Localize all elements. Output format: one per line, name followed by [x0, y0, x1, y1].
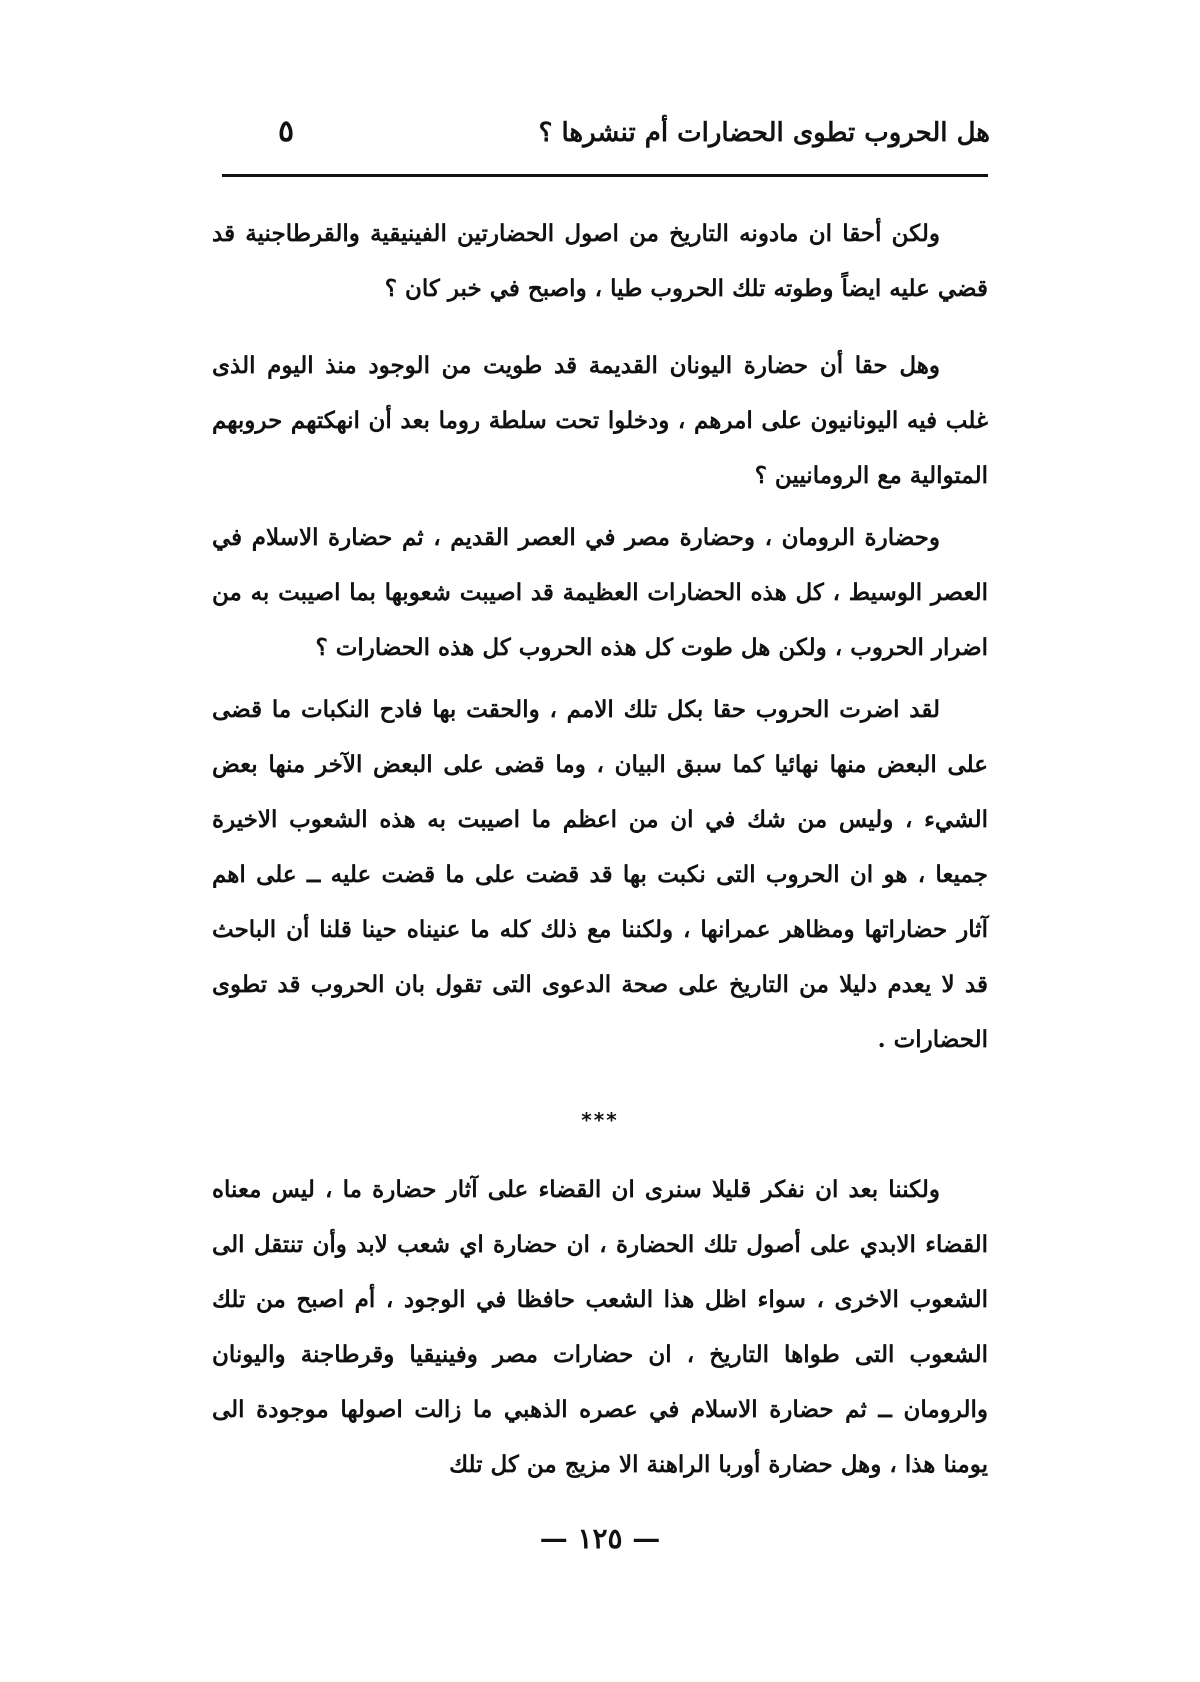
header-rule: [222, 174, 988, 177]
paragraph-5: ولكننا بعد ان نفكر قليلا سنرى ان القضاء على آثار حضارة ما ، ليس معناه القضاء الابدي على أصول تلك الحضارة ، ان حضارة اي شعب لابد وأن تنتقل الى الشعوب الاخرى ، سواء اظل هذا الشعب حافظا في الوجود ، أم اصبح من تلك الشعوب التى طواها التاريخ ، ان حضارات مصر وفينيقيا وقرطاجنة واليونان والرومان ــ ثم حضارة الاسلام في عصره الذهبي ما زالت اصولها موجودة الى يومنا هذا ، وهل حضارة أوربا الراهنة الا مزيج من كل تلك: [212, 1176, 988, 1478]
paragraph-2: وهل حقا أن حضارة اليونان القديمة قد طويت من الوجود منذ اليوم الذى غلب فيه اليونانيون على امرهم ، ودخلوا تحت سلطة روما بعد أن انهكتهم حروبهم المتوالية مع الرومانيين ؟: [212, 352, 988, 489]
running-title: هل الحروب تطوى الحضارات أم تنشرها ؟: [538, 118, 990, 148]
section-separator: ***: [581, 1108, 619, 1132]
paragraph-1: ولكن أحقا ان مادونه التاريخ من اصول الحضارتين الفينيقية والقرطاجنية قد قضي عليه ايضاً وطوته تلك الحروب طيا ، واصبح في خبر كان ؟: [212, 220, 988, 302]
folio-number: ٥: [278, 114, 295, 149]
page-number: — ١٢٥ —: [539, 1522, 661, 1555]
paragraph-3: وحضارة الرومان ، وحضارة مصر في العصر القديم ، ثم حضارة الاسلام في العصر الوسيط ، كل هذه الحضارات العظيمة قد اصيبت شعوبها بما اصيبت به من اضرار الحروب ، ولكن هل طوت كل هذه الحروب كل هذه الحضارات ؟: [212, 524, 988, 661]
running-head: [220, 112, 990, 162]
paragraph-4: لقد اضرت الحروب حقا بكل تلك الامم ، والحقت بها فادح النكبات ما قضى على البعض منها نهائيا كما سبق البيان ، وما قضى على البعض الآخر منها بعض الشيء ، وليس من شك في ان من اعظم ما اصيبت به هذه الشعوب الاخيرة جميعا ، هو ان الحروب التى نكبت بها قد قضت على ما قضت عليه ــ على اهم آثار حضاراتها ومظاهر عمرانها ، ولكننا مع ذلك كله ما عنيناه حينا قلنا أن الباحث قد لا يعدم دليلا من التاريخ على صحة الدعوى التى تقول بان الحروب قد تطوى الحضارات .: [212, 696, 989, 1053]
